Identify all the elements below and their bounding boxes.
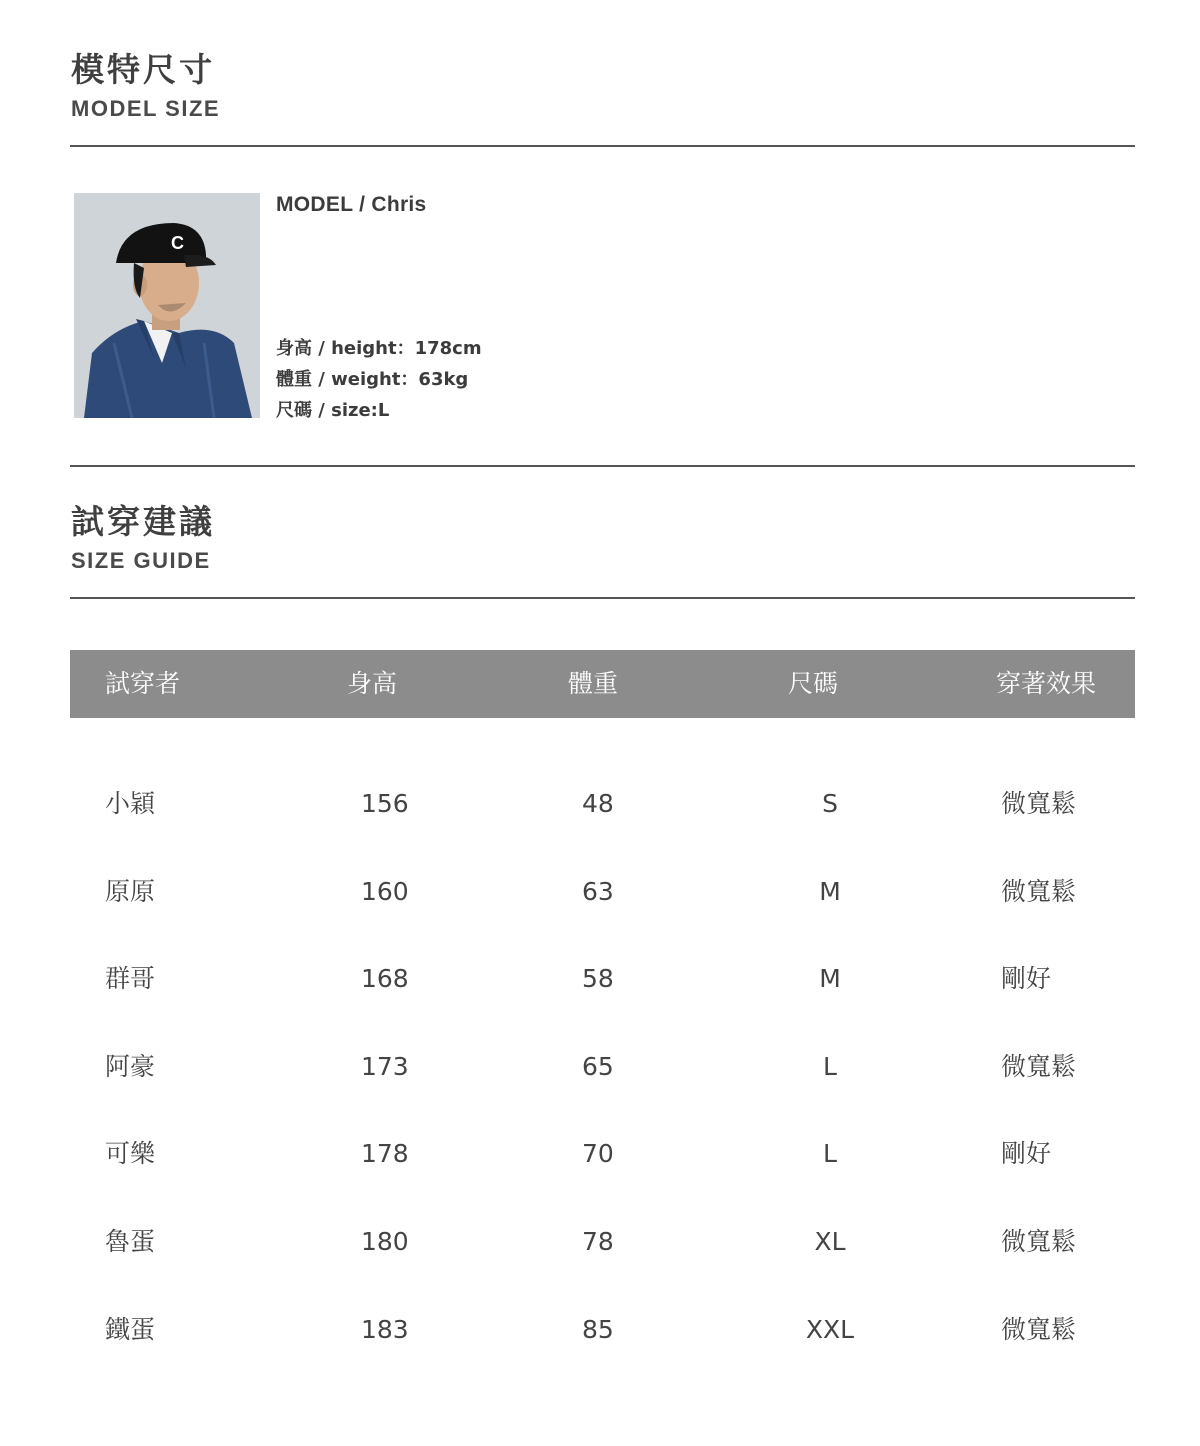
cell-weight: 78 [582,1227,614,1256]
cap-logo: C [171,233,184,253]
cell-tester: 群哥 [105,964,156,993]
divider [70,465,1135,467]
cell-height: 160 [361,877,409,906]
cell-fit: 剛好 [1001,964,1052,993]
model-photo [74,193,260,418]
cell-tester: 可樂 [105,1139,156,1168]
table-header [70,650,1135,718]
model-weight: 體重 / weight：63kg [276,369,469,390]
cell-weight: 85 [582,1315,614,1344]
table-row [70,1037,1135,1097]
cell-size: S [822,789,838,818]
table-row [70,1300,1135,1360]
size-guide-subtitle: SIZE GUIDE [71,548,211,573]
model-size: 尺碼 / size:L [276,400,390,421]
cell-fit: 微寬鬆 [1001,1315,1077,1344]
cell-tester: 鐵蛋 [105,1315,156,1344]
table-row [70,774,1135,834]
cell-tester: 魯蛋 [105,1227,156,1256]
cell-tester: 阿豪 [105,1052,156,1081]
cell-weight: 48 [582,789,614,818]
model-size-subtitle: MODEL SIZE [71,96,221,121]
cell-height: 173 [361,1052,409,1081]
cell-height: 178 [361,1139,409,1168]
cell-weight: 63 [582,877,614,906]
cell-fit: 微寬鬆 [1001,877,1077,906]
cell-size: L [823,1052,837,1081]
table-row [70,1124,1135,1184]
header-weight: 體重 [568,669,619,698]
cell-fit: 微寬鬆 [1001,1227,1077,1256]
cell-size: XXL [805,1315,855,1344]
model-size-title: 模特尺寸 [71,50,215,89]
cell-height: 183 [361,1315,409,1344]
cell-weight: 65 [582,1052,614,1081]
header-tester: 試穿者 [105,669,181,698]
cell-weight: 58 [582,964,614,993]
cell-fit: 剛好 [1001,1139,1052,1168]
cell-tester: 原原 [105,877,156,906]
cell-tester: 小穎 [105,789,156,818]
cell-height: 180 [361,1227,409,1256]
size-guide-title: 試穿建議 [71,502,215,541]
table-row [70,862,1135,922]
divider [70,597,1135,599]
model-illustration [74,193,260,418]
header-fit: 穿著效果 [996,669,1097,698]
cell-size: L [823,1139,837,1168]
model-name: MODEL / Chris [276,193,427,216]
divider [70,145,1135,147]
cell-size: M [819,877,841,906]
cell-fit: 微寬鬆 [1001,789,1077,818]
table-row [70,1212,1135,1272]
header-size: 尺碼 [788,669,839,698]
table-row [70,949,1135,1009]
cell-size: XL [814,1227,846,1256]
header-height: 身高 [347,669,398,698]
cell-height: 168 [361,964,409,993]
model-height: 身高 / height：178cm [276,338,482,359]
cell-height: 156 [361,789,409,818]
cell-size: M [819,964,841,993]
cell-weight: 70 [582,1139,614,1168]
cell-fit: 微寬鬆 [1001,1052,1077,1081]
